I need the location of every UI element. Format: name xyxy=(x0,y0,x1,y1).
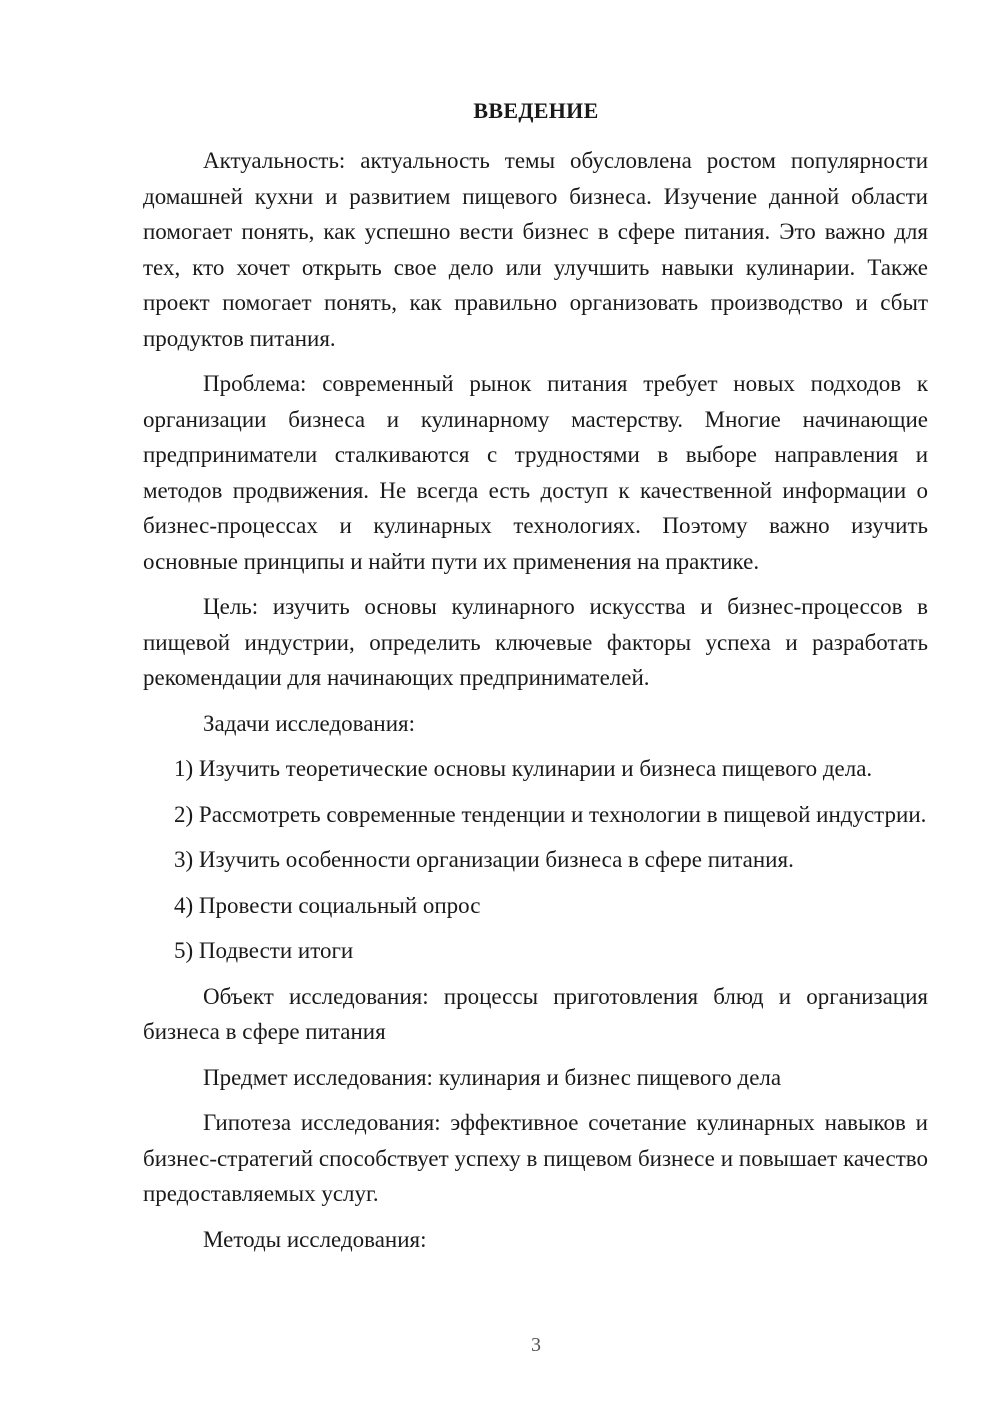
paragraph-goal: Цель: изучить основы кулинарного искусства и бизнес-процессов в пищевой индустрии, определить ключевые факторы успеха и разработать рекомендации для начинающих предпринимателей. xyxy=(143,594,928,690)
paragraph-methods: Методы исследования: xyxy=(203,1226,427,1252)
document-body xyxy=(143,143,928,1267)
paragraph-object: Объект исследования: процессы приготовления блюд и организация бизнеса в сфере питания xyxy=(143,983,928,1044)
paragraph-problem: Проблема: современный рынок питания требует новых подходов к организации бизнеса и кулинарному мастерству. Многие начинающие предприниматели сталкиваются с трудностями в выборе направления и методов продвижения. Не всегда есть доступ к качественной информации о бизнес-процессах и кулинарных технологиях. Поэтому важно изучить основные принципы и найти пути их применения на практике. xyxy=(143,371,928,574)
paragraph-relevance: Актуальность: актуальность темы обусловлена ростом популярности домашней кухни и развитием пищевого бизнеса. Изучение данной области помогает понять, как успешно вести бизнес в сфере питания. Это важно для тех, кто хочет открыть свое дело или улучшить навыки кулинарии. Также проект помогает понять, как правильно организовать производство и сбыт продуктов питания. xyxy=(143,148,928,351)
page-title: ВВЕДЕНИЕ xyxy=(473,98,599,123)
paragraph-subject: Предмет исследования: кулинария и бизнес пищевого дела xyxy=(203,1064,782,1090)
page-number: 3 xyxy=(531,1334,541,1356)
task-item-3: 3) Изучить особенности организации бизнеса в сфере питания. xyxy=(174,847,794,872)
paragraph-hypothesis: Гипотеза исследования: эффективное сочетание кулинарных навыков и бизнес-стратегий способствует успеху в пищевом бизнесе и повышает качество предоставляемых услуг. xyxy=(143,1110,928,1206)
task-item-2: 2) Рассмотреть современные тенденции и технологии в пищевой индустрии. xyxy=(174,801,927,827)
task-item-1: 1) Изучить теоретические основы кулинарии и бизнеса пищевого дела. xyxy=(174,756,873,781)
task-item-4: 4) Провести социальный опрос xyxy=(174,892,481,918)
paragraph-tasks-heading: Задачи исследования: xyxy=(203,710,416,736)
task-item-5: 5) Подвести итоги xyxy=(174,938,354,963)
